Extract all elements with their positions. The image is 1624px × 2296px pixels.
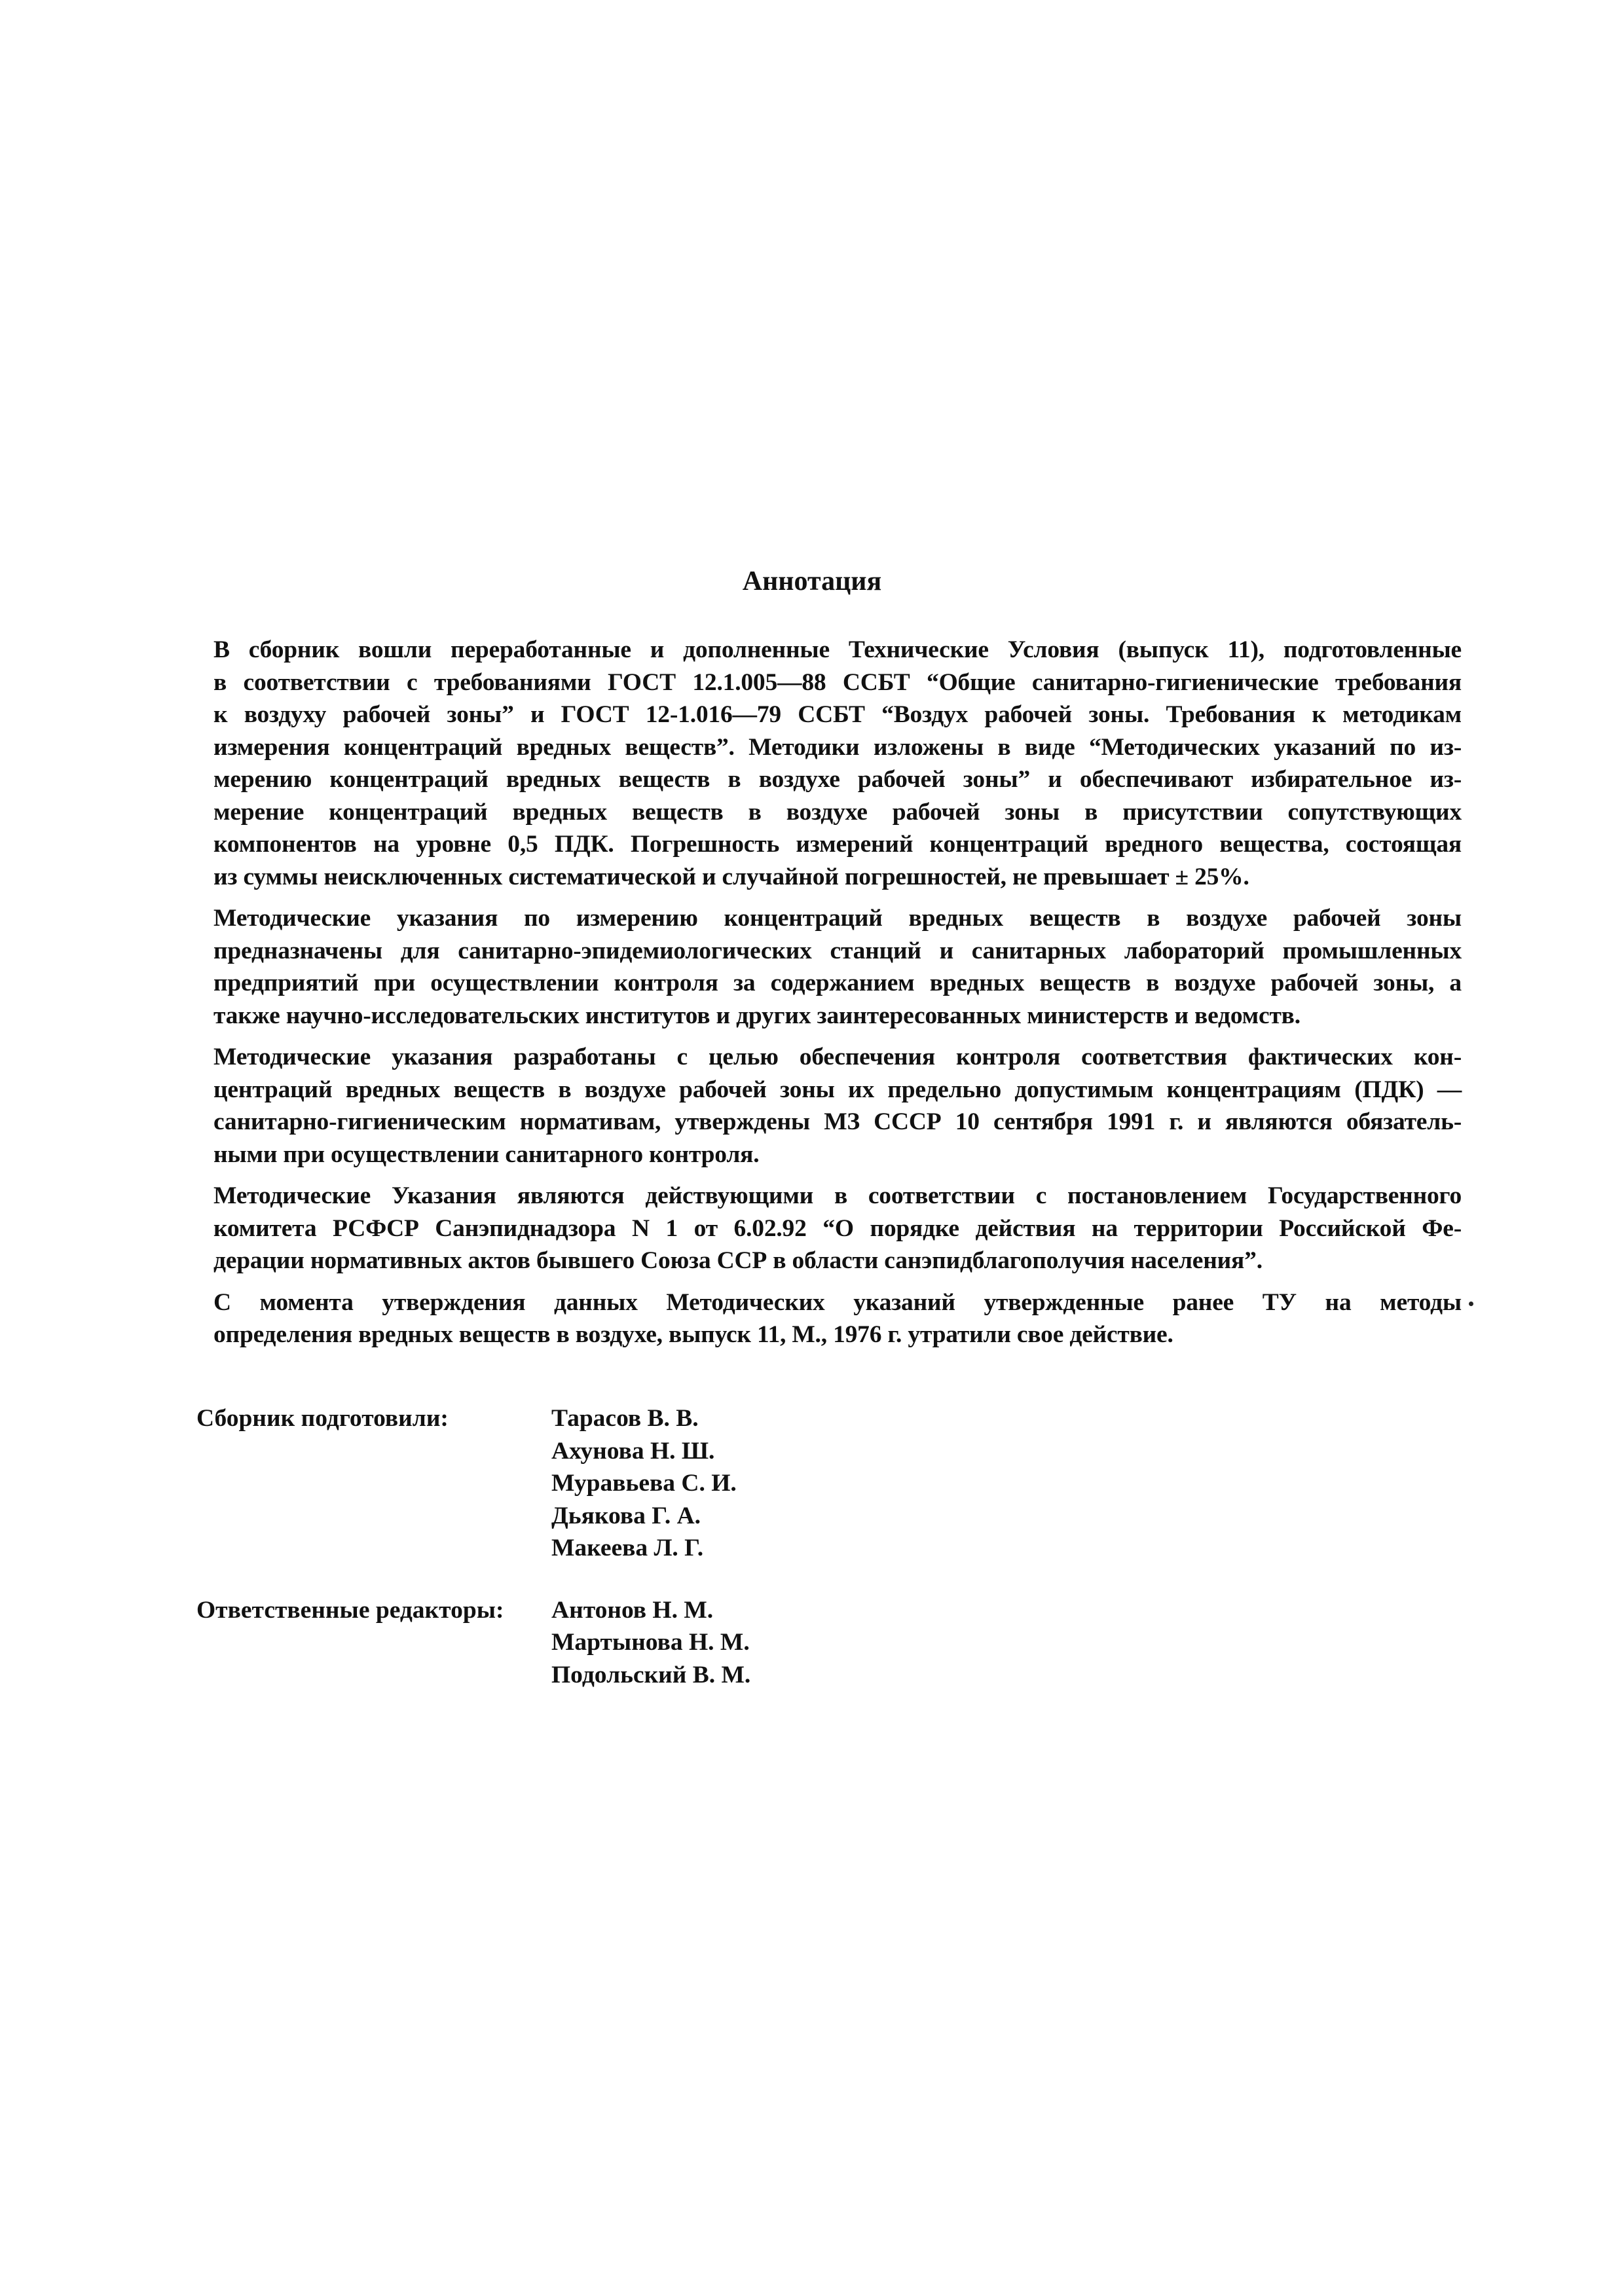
credit-name: Мартынова Н. М. [551,1629,750,1656]
credit-names [551,1402,737,1565]
credit-name: Подольский В. М. [551,1661,751,1688]
paragraph-3 [213,1041,1462,1171]
paragraph-1 [213,634,1462,893]
text-line: центраций вредных веществ в воздухе рабочей зоны их предельно допустимым концентрациям (ПДК) — [213,1076,1462,1103]
text-line: С момента утверждения данных Методических указаний утвержденные ранее ТУ на методы [213,1288,1462,1316]
text-line: к воздуху рабочей зоны” и ГОСТ 12-1.016—79 ССБТ “Воздух рабочей зоны. Требования к методикам [213,701,1462,728]
text-line: мерению концентраций вредных веществ в воздухе рабочей зоны” и обеспечивают избирательное из- [213,766,1462,793]
credit-names [551,1594,750,1692]
credit-name: Тарасов В. В. [551,1405,699,1432]
annotation-body [213,634,1462,1360]
paragraph-5 [213,1286,1462,1351]
text-line: компонентов на уровне 0,5 ПДК. Погрешность измерений концентраций вредного вещества, состоящая [213,831,1462,858]
credit-name: Антонов Н. М. [551,1596,714,1624]
text-line: в соответствии с требованиями ГОСТ 12.1.005—88 ССБТ “Общие санитарно-гигиенические требования [213,668,1462,696]
text-line: предприятий при осуществлении контроля за содержанием вредных веществ в воздухе рабочей зоны, а [213,970,1462,996]
credit-label: Сборник подготовили: [196,1405,449,1432]
credit-name: Макеева Л. Г. [551,1535,704,1561]
text-line: определения вредных веществ в воздухе, выпуск 11, М., 1976 г. утратили свое действие. [213,1321,1173,1348]
credit-block-editors [196,1594,1179,1692]
text-line: В сборник вошли переработанные и дополненные Технические Условия (выпуск 11), подготовленные [213,636,1462,663]
text-line: измерения концентраций вредных веществ”. Методики изложены в виде “Методических указаний по из- [213,733,1462,761]
text-line: из суммы неисключенных систематической и случайной погрешностей, не превышает ± 25%. [213,863,1249,890]
text-line: предназначены для санитарно-эпидемиологических станций и санитарных лабораторий промышленных [213,937,1462,964]
text-line: Методические указания разработаны с целью обеспечения контроля соответствия фактических кон- [213,1044,1462,1070]
text-line: ными при осуществлении санитарного контроля. [213,1140,760,1168]
credits-section [196,1402,1179,1721]
paragraph-2 [213,902,1462,1032]
paragraph-4 [213,1180,1462,1277]
stray-mark [1469,1302,1473,1306]
text-line: Методические указания по измерению концентраций вредных веществ в воздухе рабочей зоны [213,905,1462,932]
text-line: комитета РСФСР Санэпиднадзора N 1 от 6.02.92 “О порядке действия на территории Российской Фе- [213,1214,1462,1242]
text-line: мерение концентраций вредных веществ в воздухе рабочей зоны в присутствии сопутствующих [213,798,1462,826]
credit-name: Ахунова Н. Ш. [551,1437,715,1465]
text-line: Методические Указания являются действующими в соответствии с постановлением Государственного [213,1182,1462,1209]
credit-name: Муравьева С. И. [551,1470,737,1497]
credit-label: Ответственные редакторы: [196,1596,504,1624]
text-line: дерации нормативных актов бывшего Союза ССР в области санэпидблагополучия населения”. [213,1247,1263,1274]
text-line: также научно-исследовательских институтов и других заинтересованных министерств и ведомств. [213,1002,1301,1029]
text-line: санитарно-гигиеническим нормативам, утверждены МЗ СССР 10 сентября 1991 г. и являются обязатель- [213,1108,1462,1135]
credit-block-compilers [196,1402,1179,1565]
credit-name: Дьякова Г. А. [551,1502,701,1529]
page-title: Аннотация [742,566,882,596]
